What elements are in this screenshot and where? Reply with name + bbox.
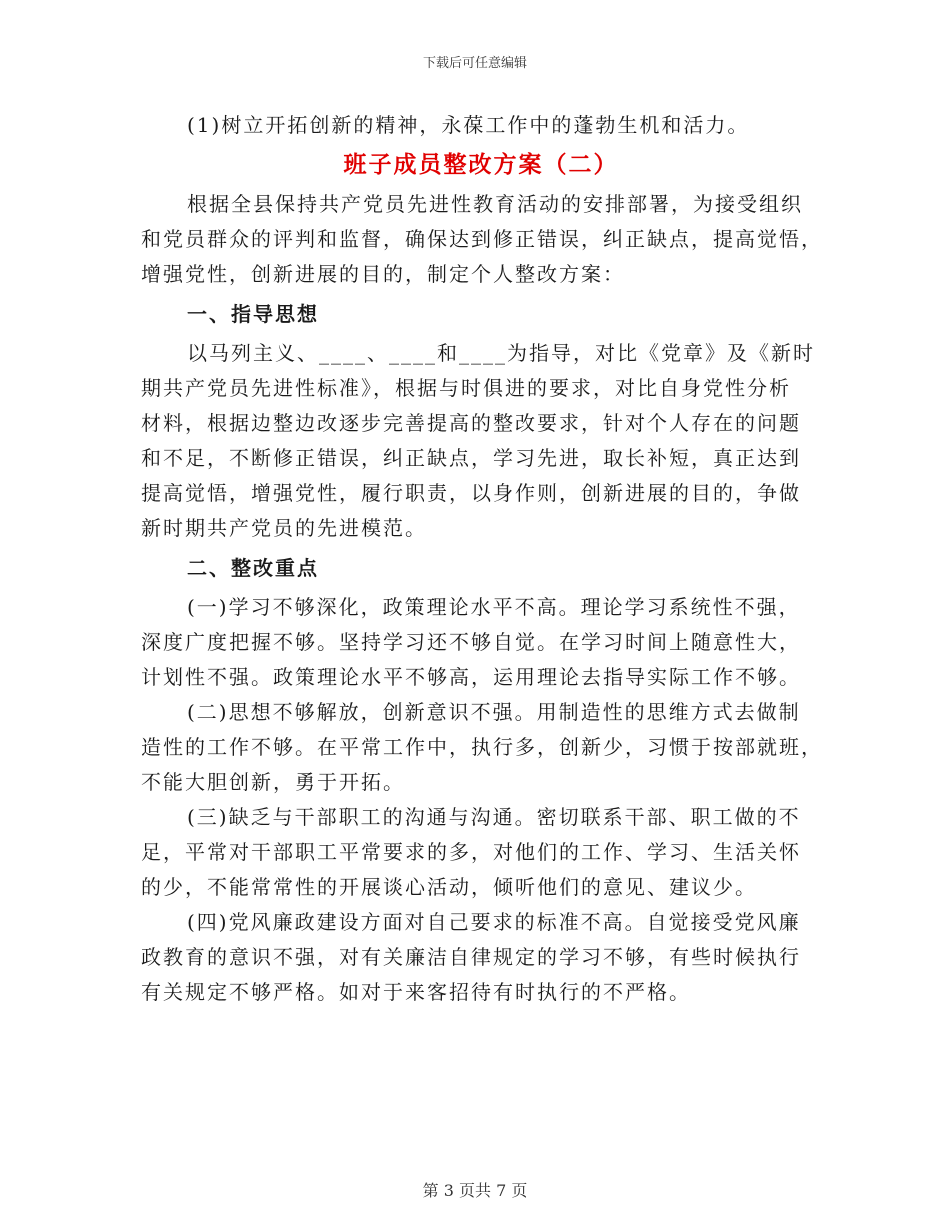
paragraph-line: 提高觉悟，增强党性，履行职责，以身作则，创新进展的目的，争做 [141, 481, 801, 505]
paragraph-line: 的少，不能常常性的开展谈心活动，倾听他们的意见、建议少。 [141, 875, 757, 899]
page-header: 下载后可任意编辑 [422, 56, 527, 71]
paragraph-line: (四)党风廉政建设方面对自己要求的标准不高。自觉接受党风廉 [187, 910, 801, 934]
intro-paragraph [141, 187, 823, 292]
paragraph-line: 新时期共产党员的先进模范。 [141, 516, 427, 540]
paragraph-line: 有关规定不够严格。如对于来客招待有时执行的不严格。 [141, 980, 691, 1004]
list-item-1: (1)树立开拓创新的精神，永葆工作中的蓬勃生机和活力。 [187, 113, 750, 137]
item2-paragraph [141, 695, 823, 800]
paragraph-line: 足，平常对干部职工平常要求的多，对他们的工作、学习、生活关怀 [141, 840, 801, 864]
section1-paragraph [141, 336, 815, 546]
item4-paragraph [141, 905, 801, 1010]
item3-paragraph [141, 800, 801, 905]
section-heading-key-points: 二、整改重点 [187, 556, 319, 580]
paragraph-line: 和党员群众的评判和监督，确保达到修正错误，纠正缺点，提高觉悟， [141, 227, 823, 251]
paragraph-line: 计划性不强。政策理论水平不够高，运用理论去指导实际工作不够。 [141, 665, 801, 689]
paragraph-line: 政教育的意识不强，对有关廉洁自律规定的学习不够，有些时候执行 [141, 945, 801, 969]
paragraph-line: 深度广度把握不够。坚持学习还不够自觉。在学习时间上随意性大， [141, 630, 801, 654]
paragraph-line: (一)学习不够深化，政策理论水平不高。理论学习系统性不强， [187, 595, 801, 619]
paragraph-line: 期共产党员先进性标准》，根据与时俱进的要求，对比自身党性分析 [141, 376, 791, 400]
paragraph-line: (二)思想不够解放，创新意识不强。用制造性的思维方式去做制 [187, 700, 801, 724]
paragraph-line: 不能大胆创新，勇于开拓。 [141, 770, 405, 794]
item1-paragraph [141, 590, 801, 695]
paragraph-line: (三)缺乏与干部职工的沟通与沟通。密切联系干部、职工做的不 [187, 805, 801, 829]
paragraph-line: 根据全县保持共产党员先进性教育活动的安排部署，为接受组织 [187, 192, 803, 216]
paragraph-line: 和不足，不断修正错误，纠正缺点，学习先进，取长补短，真正达到 [141, 446, 801, 470]
document-body [141, 108, 823, 1010]
paragraph-line: 以马列主义、____、____和____为指导，对比《党章》及《新时 [187, 341, 815, 365]
section-heading-guiding-ideology: 一、指导思想 [187, 302, 319, 326]
document-title: 班子成员整改方案（二） [343, 151, 619, 178]
paragraph-line: 增强党性，创新进展的目的，制定个人整改方案： [141, 262, 625, 286]
paragraph-line: 材料，根据边整边改逐步完善提高的整改要求，针对个人存在的问题 [141, 411, 801, 435]
paragraph-line: 造性的工作不够。在平常工作中，执行多，创新少，习惯于按部就班， [141, 735, 823, 759]
page-footer: 第 3 页共 7 页 [422, 1181, 528, 1200]
